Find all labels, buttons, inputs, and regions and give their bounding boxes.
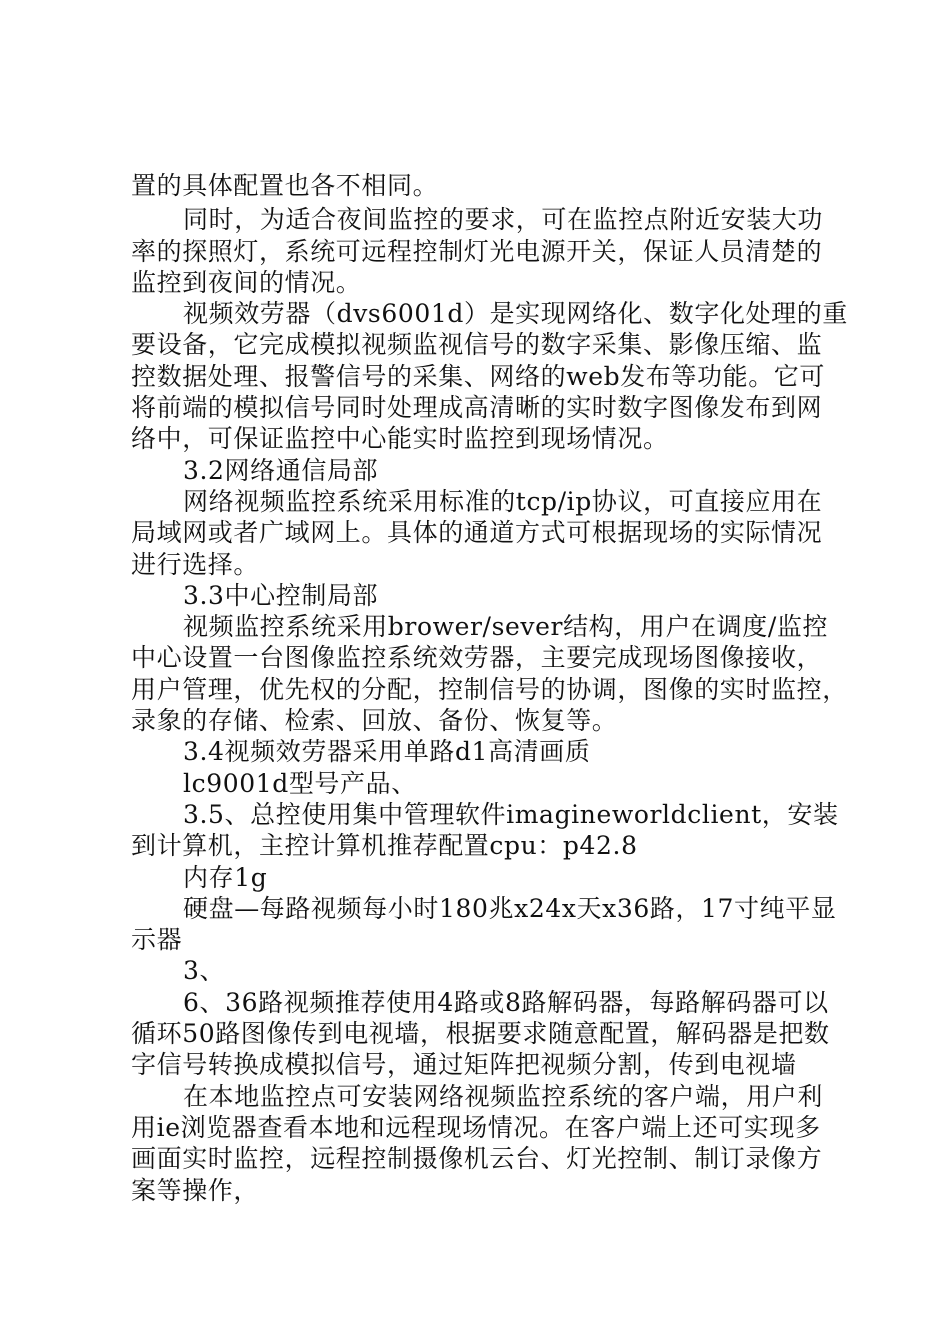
text-line: 同时，为适合夜间监控的要求，可在监控点附近安装大功	[183, 205, 824, 235]
section-heading: 3.2网络通信局部	[183, 455, 379, 485]
text-line: 到计算机，主控计算机推荐配置cpu：p42.8	[131, 831, 638, 861]
section-heading: 3.3中心控制局部	[183, 580, 379, 610]
text-line: 在本地监控点可安装网络视频监控系统的客户端，用户利	[183, 1081, 824, 1111]
text-line: 络中，可保证监控中心能实时监控到现场情况。	[131, 424, 669, 454]
text-line: lc9001d型号产品、	[183, 768, 417, 798]
section-heading: 3.4视频效劳器采用单路d1高清画质	[183, 737, 591, 767]
text-line: 视频监控系统采用brower/sever结构，用户在调度/监控	[183, 612, 829, 642]
text-line: 控数据处理、报警信号的采集、网络的web发布等功能。它可	[131, 361, 825, 391]
text-line: 案等操作，	[131, 1175, 260, 1205]
text-line: 3、	[183, 956, 226, 986]
text-line: 录象的存储、检索、回放、备份、恢复等。	[131, 706, 618, 736]
text-line: 字信号转换成模拟信号，通过矩阵把视频分割，传到电视墙	[131, 1050, 797, 1080]
document-page	[131, 170, 848, 1206]
text-line: 进行选择。	[131, 549, 260, 579]
text-line: 监控到夜间的情况。	[131, 267, 362, 297]
text-line: 置的具体配置也各不相同。	[131, 171, 439, 200]
text-line: 率的探照灯，系统可远程控制灯光电源开关，保证人员清楚的	[131, 236, 823, 266]
text-line: 3.5、总控使用集中管理软件imagineworldclient，安装	[183, 799, 839, 829]
text-line: 画面实时监控，远程控制摄像机云台、灯光控制、制订录像方	[131, 1144, 823, 1174]
text-line: 用ie浏览器查看本地和远程现场情况。在客户端上还可实现多	[131, 1112, 821, 1142]
text-line: 循环50路图像传到电视墙，根据要求随意配置，解码器是把数	[131, 1019, 830, 1049]
text-line: 用户管理，优先权的分配，控制信号的协调，图像的实时监控，	[131, 674, 848, 704]
text-line: 局域网或者广域网上。具体的通道方式可根据现场的实际情况	[131, 518, 823, 548]
text-line: 将前端的模拟信号同时处理成高清晰的实时数字图像发布到网	[131, 393, 823, 423]
text-line: 视频效劳器（dvs6001d）是实现网络化、数字化处理的重	[183, 299, 848, 329]
text-line: 中心设置一台图像监控系统效劳器，主要完成现场图像接收，	[131, 643, 823, 673]
text-line: 要设备，它完成模拟视频监视信号的数字采集、影像压缩、监	[131, 330, 823, 360]
text-line: 示器	[131, 925, 183, 955]
text-line: 网络视频监控系统采用标准的tcp/ip协议，可直接应用在	[183, 486, 823, 516]
text-line: 6、36路视频推荐使用4路或8路解码器，每路解码器可以	[183, 987, 829, 1017]
text-line: 硬盘—每路视频每小时180兆x24x天x36路，17寸纯平显	[183, 893, 837, 923]
text-line: 内存1g	[183, 862, 268, 892]
